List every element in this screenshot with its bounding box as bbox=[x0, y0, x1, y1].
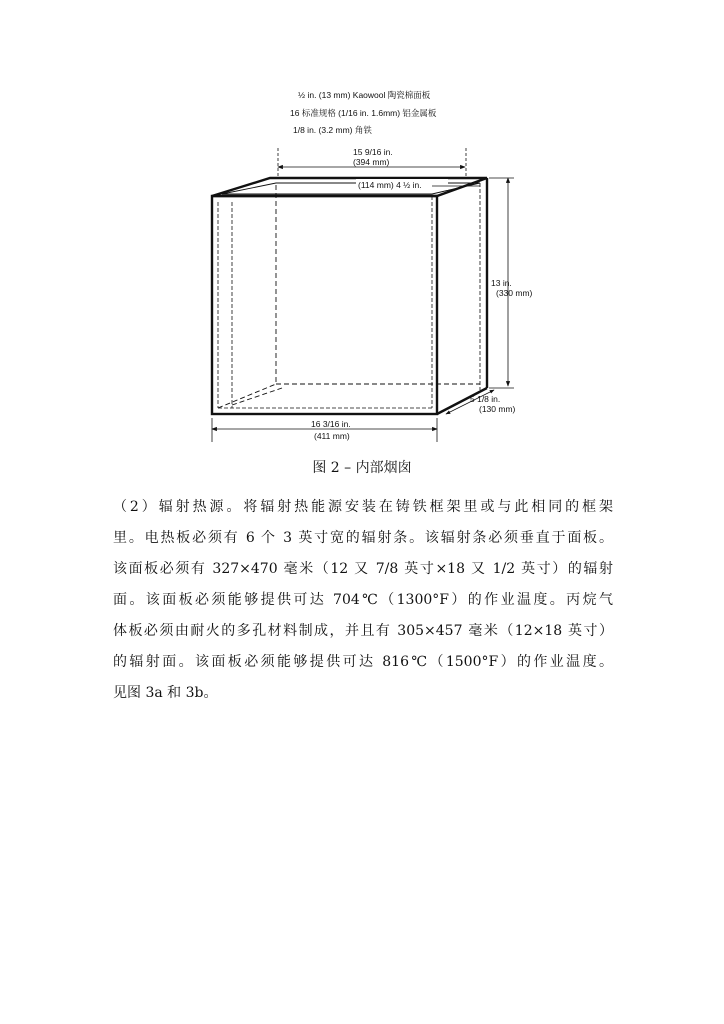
paragraph-line: 的辐射面。该面板必须能够提供可达 816℃（1500°F）的作业温度。 bbox=[113, 654, 613, 670]
paragraph-line: 面。该面板必须能够提供可达 704℃（1300°F）的作业温度。丙烷气 bbox=[113, 592, 613, 608]
paragraph-line: 体板必须由耐火的多孔材料制成，并且有 305×457 毫米（12×18 英寸） bbox=[113, 623, 613, 639]
callout-angle-iron: 1/8 in. (3.2 mm) 角铁 bbox=[293, 125, 372, 135]
box-front-face bbox=[212, 196, 437, 414]
box-right-face bbox=[437, 178, 487, 414]
top-width-metric: (394 mm) bbox=[353, 157, 390, 167]
paragraph-line: 里。电热板必须有 6 个 3 英寸宽的辐射条。该辐射条必须垂直于面板。 bbox=[113, 530, 613, 546]
bottom-width-metric: (411 mm) bbox=[314, 431, 350, 441]
paragraph-line: 该面板必须有 327×470 毫米（12 又 7/8 英寸×18 又 1/2 英寸）的辐射 bbox=[113, 561, 613, 577]
inner-depth-label: (114 mm) 4 ½ in. bbox=[358, 180, 422, 190]
height-label: 13 in. bbox=[491, 278, 512, 288]
paragraph-line: （2）辐射热源。将辐射热能源安装在铸铁框架里或与此相同的框架 bbox=[113, 499, 613, 515]
callout-kaowool-panel: ½ in. (13 mm) Kaowool 陶瓷棉面板 bbox=[298, 90, 431, 100]
callout-aluminum-sheet: 16 标准规格 (1/16 in. 1.6mm) 铝金属板 bbox=[290, 108, 437, 118]
top-width-label: 15 9/16 in. bbox=[353, 147, 393, 157]
figure-caption: 图 2 – 内部烟囱 bbox=[312, 460, 412, 476]
height-metric: (330 mm) bbox=[496, 288, 533, 298]
body-paragraph bbox=[113, 492, 613, 709]
paragraph-line: 见图 3a 和 3b。 bbox=[113, 685, 218, 701]
depth-metric: (130 mm) bbox=[479, 404, 516, 414]
chimney-diagram bbox=[0, 0, 724, 460]
box-hidden-edges bbox=[218, 185, 480, 408]
depth-label: 5 1/8 in. bbox=[470, 394, 501, 404]
bottom-width-label: 16 3/16 in. bbox=[311, 419, 351, 429]
